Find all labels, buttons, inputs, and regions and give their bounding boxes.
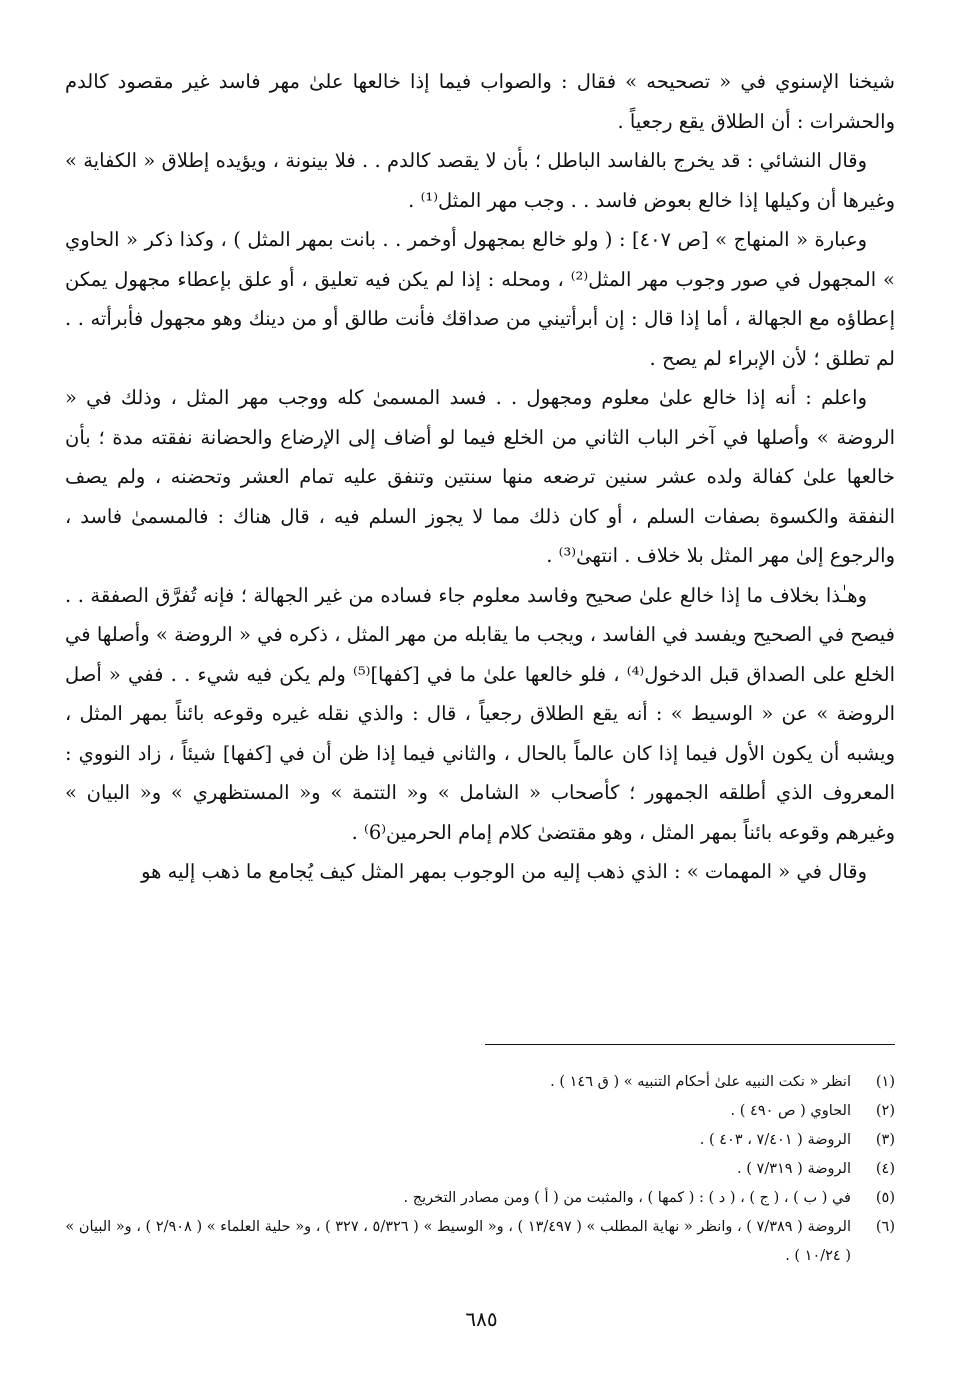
paragraph-3: وعبارة « المنهاج » [ص ٤٠٧] : ( ولو خالع بمجهول أوخمر . . بانت بمهر المثل ) ، وكذا ذكر « الحاوي » المجهول في صور وجوب مهر المثل⁽²⁾ ، ومحله : إذا لم يكن فيه تعليق ، أو علق بإعطاء مجهول يمكن إعطاؤه مع الجهالة ، أما إذا قال : إن أبرأتيني من صداقك فأنت طالق أو من دينك وهو مجهول فأبرأته . . لم تطلق ؛ لأن الإبراء لم يصح . [65,228,895,370]
page-number: ٦٨٥ [465,1307,498,1331]
footnote-text: الروضة ( ٧/٤٠١ ، ٤٠٣ ) . [699,1132,851,1148]
paragraph-5: وهـٰذا بخلاف ما إذا خالع علىٰ صحيح وفاسد معلوم جاء فساده من غير الجهالة ؛ فإنه تُفرَّق الصفقة . . فيصح في الصحيح ويفسد في الفاسد ، ويجب ما يقابله من مهر المثل ، ذكره في « الروضة » وأصلها في الخلع على الصداق قبل الدخول⁽⁴⁾ ، فلو خالعها علىٰ ما في [كفها]⁽⁵⁾ ولم يكن فيه شيء . . ففي « أصل الروضة » عن « الوسيط » : أنه يقع الطلاق رجعياً ، قال : والذي نقله غيره وقوعه بائناً بمهر المثل ، ويشبه أن يكون الأول فيما إذا كان عالماً بالحال ، والثاني فيما إذا ظن أن في [كفها] شيئاً ، زاد النووي : المعروف الذي أطلقه الجمهور ؛ كأصحاب « الشامل » و« التتمة » و« المستظهري » و« البيان » وغيرهم وقوعه بائناً بمهر المثل ، وهو مقتضىٰ كلام إمام الحرمين⁽6⁾ . [65,583,896,844]
footnote [65,1184,895,1213]
paragraph-4: واعلم : أنه إذا خالع علىٰ معلوم ومجهول . . فسد المسمىٰ كله ووجب مهر المثل ، وذلك في « الروضة » وأصلها في آخر الباب الثاني من الخلع فيما لو أضاف إلى الإرضاع والحضانة نفقته مدة ؛ بأن خالعها علىٰ كفالة ولده عشر سنين ترضعه منها سنتين وتنفق عليه تمام العشر وتحضنه ، ولم يصف النفقة والكسوة بصفات السلم ، أو كان ذلك مما لا يجوز السلم فيه ، قال هناك : فالمسمىٰ فاسد ، والرجوع إلىٰ مهر المثل بلا خلاف . انتهىٰ⁽³⁾ . [65,386,895,567]
footnotes [65,1068,895,1271]
footnote-separator [485,1044,895,1045]
footnote [65,1213,895,1271]
footnote-number: (١) [875,1074,895,1090]
footnote-text: الروضة ( ٧/٣٨٩ ) ، وانظر « نهاية المطلب » ( ١٣/٤٩٧ ) ، و« الوسيط » ( ٥/٣٢٦ ، ٣٢٧ ) ، و« حلية العلماء » ( ٢/٩٠٨ ) ، و« البيان » ( ١٠/٢٤ ) . [65,1219,851,1264]
paragraph-6: وقال في « المهمات » : الذي ذهب إليه من الوجوب بمهر المثل كيف يُجامع ما ذهب إليه هو [141,860,867,883]
main-text [65,62,895,892]
footnote [65,1126,895,1155]
footnote-number: (٣) [875,1132,895,1148]
footnote [65,1155,895,1184]
footnote-text: في ( ب ) ، ( ج ) ، ( د ) : ( كمها ) ، والمثبت من ( أ ) ومن مصادر التخريج . [403,1190,851,1206]
footnote [65,1068,895,1097]
footnote-number: (٤) [875,1161,895,1177]
footnote-text: انظر « نكت النبيه علىٰ أحكام التنبيه » ( ق ١٤٦ ) . [550,1074,851,1090]
footnote-text: الروضة ( ٧/٣١٩ ) . [737,1161,851,1177]
footnote-text: الحاوي ( ص ٤٩٠ ) . [730,1103,851,1119]
footnote-number: (٥) [875,1190,895,1206]
paragraph-2: وقال النشائي : قد يخرج بالفاسد الباطل ؛ بأن لا يقصد كالدم . . فلا بينونة ، ويؤيده إطلاق « الكفاية » وغيرها أن وكيلها إذا خالع بعوض فاسد . . وجب مهر المثل⁽¹⁾ . [65,149,895,212]
footnote-number: (٦) [875,1219,895,1235]
footnote-number: (٢) [875,1103,895,1119]
paragraph-1: شيخنا الإسنوي في « تصحيحه » فقال : والصواب فيما إذا خالعها علىٰ مهر فاسد غير مقصود كالدم والحشرات : أن الطلاق يقع رجعياً . [65,70,895,133]
footnote [65,1097,895,1126]
